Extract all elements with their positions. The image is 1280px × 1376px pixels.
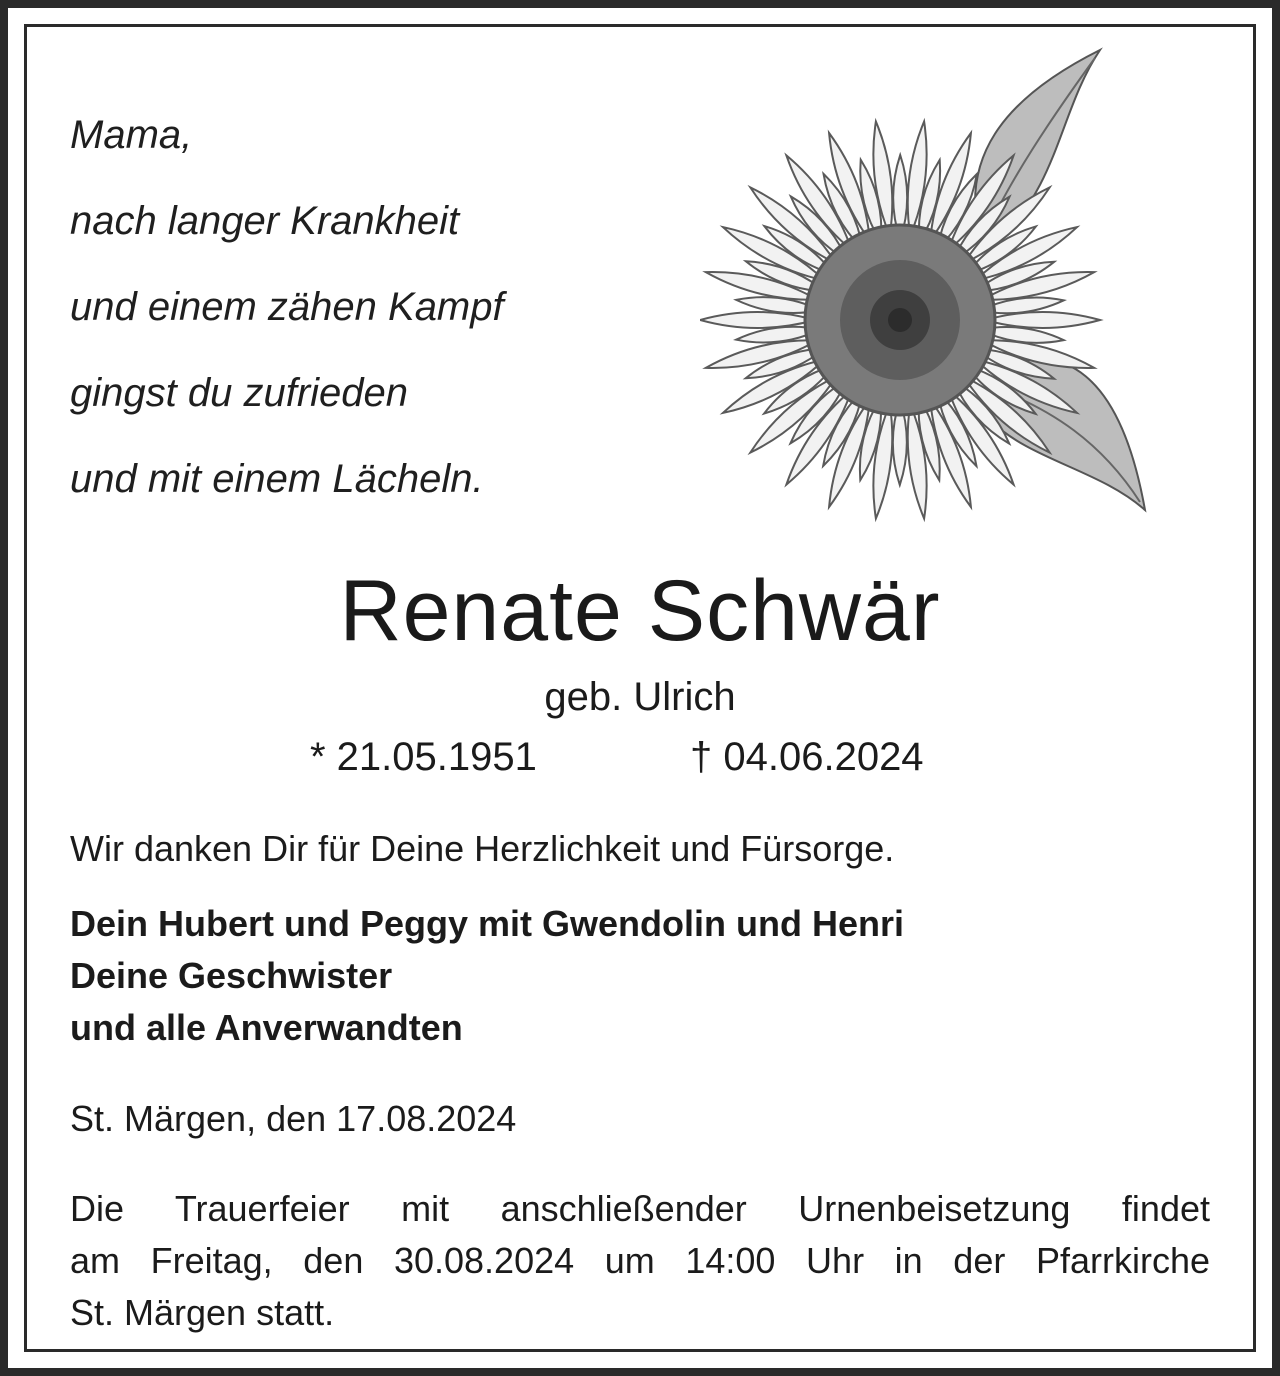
poem-line: und mit einem Lächeln. xyxy=(70,457,484,501)
petal xyxy=(985,312,1100,328)
sunflower-icon xyxy=(700,40,1170,530)
birth-name: geb. Ulrich xyxy=(544,675,736,719)
funeral-line: Die Trauerfeier mit anschließender Urnenbeisetzung findet xyxy=(70,1188,1210,1229)
poem-line: und einem zähen Kampf xyxy=(70,285,504,329)
poem-line: Mama, xyxy=(70,113,193,157)
life-dates xyxy=(310,730,924,784)
deceased-name: Renate Schwär xyxy=(339,563,941,659)
poem-line: nach langer Krankheit xyxy=(70,199,460,243)
funeral-info xyxy=(70,1183,1210,1339)
thanks-text: Wir danken Dir für Deine Herzlichkeit und Fürsorge. xyxy=(70,828,895,869)
poem xyxy=(70,92,504,522)
funeral-line: St. Märgen statt. xyxy=(70,1292,335,1333)
mourner-line: Deine Geschwister xyxy=(70,955,393,996)
mourner-line: und alle Anverwandten xyxy=(70,1007,463,1048)
funeral-line: am Freitag, den 30.08.2024 um 14:00 Uhr in der Pfarrkirche xyxy=(70,1240,1210,1281)
poem-line: gingst du zufrieden xyxy=(70,371,409,415)
place-date: St. Märgen, den 17.08.2024 xyxy=(70,1098,517,1139)
birth-date: * 21.05.1951 xyxy=(310,735,537,779)
petal xyxy=(700,312,815,328)
mourners xyxy=(70,898,904,1054)
death-date: † 04.06.2024 xyxy=(690,735,924,779)
mourner-line: Dein Hubert und Peggy mit Gwendolin und Henri xyxy=(70,903,905,944)
